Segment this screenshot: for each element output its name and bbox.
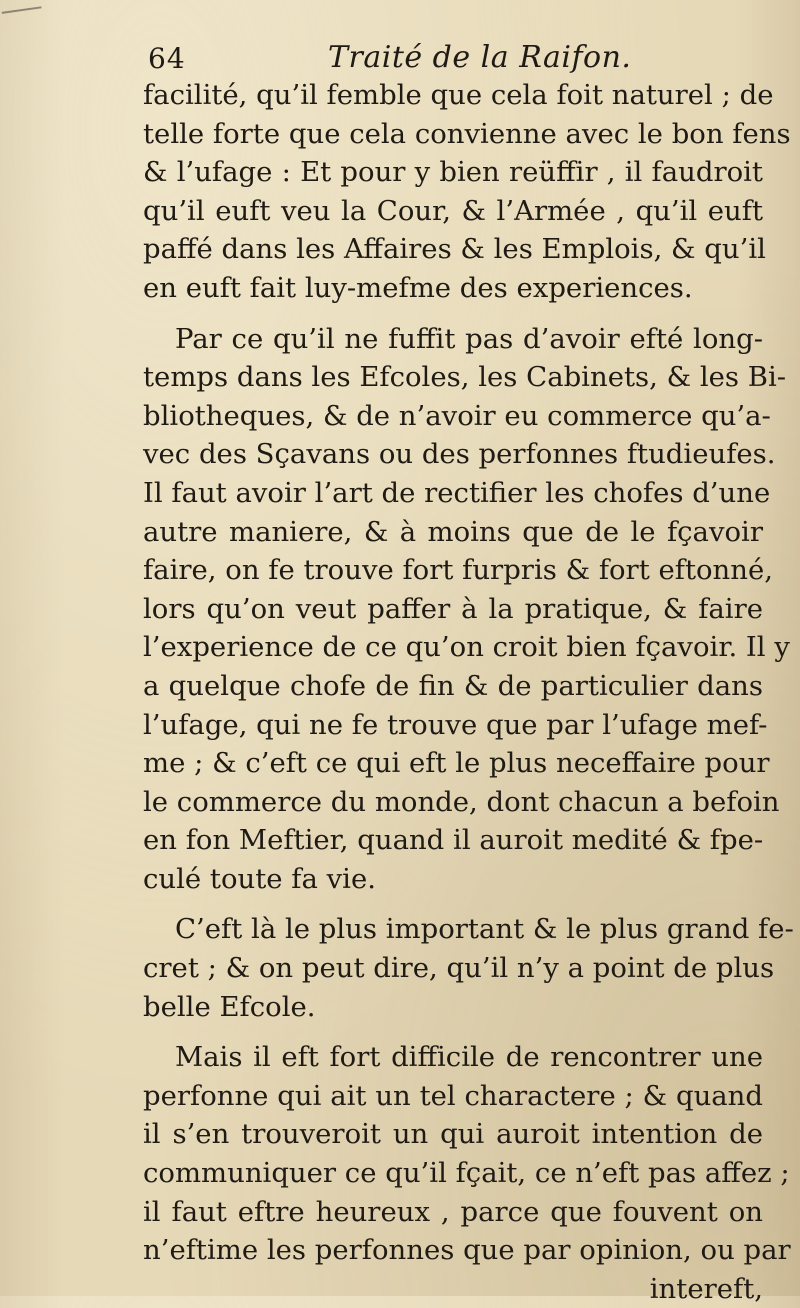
text-line: a quelque chofe de fin & de particulier dans — [143, 669, 763, 702]
text-line: vec des Sçavans ou des perfonnes ftudieufes. — [143, 438, 776, 471]
text-line: cret ; & on peut dire, qu’il n’y a point de plus — [143, 952, 775, 985]
text-line: bliotheques, & de n’avoir eu commerce qu’a- — [143, 399, 771, 432]
page-number: 64 — [148, 42, 186, 75]
text-line: lors qu’on veut paffer à la pratique, & faire — [143, 592, 763, 625]
text-line: il faut eftre heureux , parce que fouvent on — [143, 1195, 763, 1228]
text-line: faire, on fe trouve fort furpris & fort eftonné, — [143, 554, 773, 587]
text-line: il s’en trouveroit un qui auroit intention de — [143, 1118, 763, 1151]
body-text — [143, 76, 794, 1308]
text-line: facilité, qu’il femble que cela foit naturel ; de — [143, 79, 774, 111]
text-line: le commerce du monde, dont chacun a befoin — [143, 785, 780, 818]
text-line: Il faut avoir l’art de rectifier les chofes d’une — [143, 476, 771, 509]
text-line: telle forte que cela convienne avec le bon fens — [143, 117, 791, 150]
text-line: belle Efcole. — [143, 990, 316, 1023]
text-line: paffé dans les Affaires & les Emplois, & qu’il — [143, 233, 766, 266]
text-line: en euft fait luy-mefme des experiences. — [143, 271, 693, 304]
paragraph — [143, 910, 794, 1026]
text-line: n’eftime les perfonnes que par opinion, ou par — [143, 1234, 791, 1267]
text-line: l’experience de ce qu’on croit bien fçavoir. Il y — [143, 631, 790, 664]
text-line: & l’ufage : Et pour y bien reüffir , il faudroit — [143, 156, 763, 189]
text-line: perfonne qui ait un tel charactere ; & quand — [143, 1079, 763, 1112]
text-line: autre maniere, & à moins que de le fçavoir — [143, 515, 763, 548]
text-line: qu’il euft veu la Cour, & l’Armée , qu’il euft — [143, 194, 763, 227]
corner-ink-mark — [0, 0, 42, 14]
paragraph — [143, 1038, 791, 1308]
text-line: en fon Meftier, quand il auroit medité & fpe- — [143, 824, 764, 857]
text-line: temps dans les Efcoles, les Cabinets, & les Bi- — [143, 361, 787, 394]
text-line: l’ufage, qui ne fe trouve que par l’ufage mef- — [143, 708, 768, 741]
text-line: intereft, — [649, 1272, 763, 1305]
running-title: Traité de la Raifon. — [328, 40, 632, 75]
text-line: Mais il eft fort difficile de rencontrer une — [175, 1041, 763, 1074]
paragraph — [143, 320, 790, 899]
text-line: C’eft là le plus important & le plus grand fe- — [175, 913, 794, 946]
text-line: me ; & c’eft ce qui eft le plus neceffaire pour — [143, 747, 770, 780]
text-line: culé toute fa vie. — [143, 862, 376, 895]
text-line: Par ce qu’il ne fuffit pas d’avoir efté long- — [175, 322, 763, 355]
text-line: communiquer ce qu’il fçait, ce n’eft pas affez ; — [143, 1157, 790, 1190]
paragraph — [143, 76, 791, 308]
